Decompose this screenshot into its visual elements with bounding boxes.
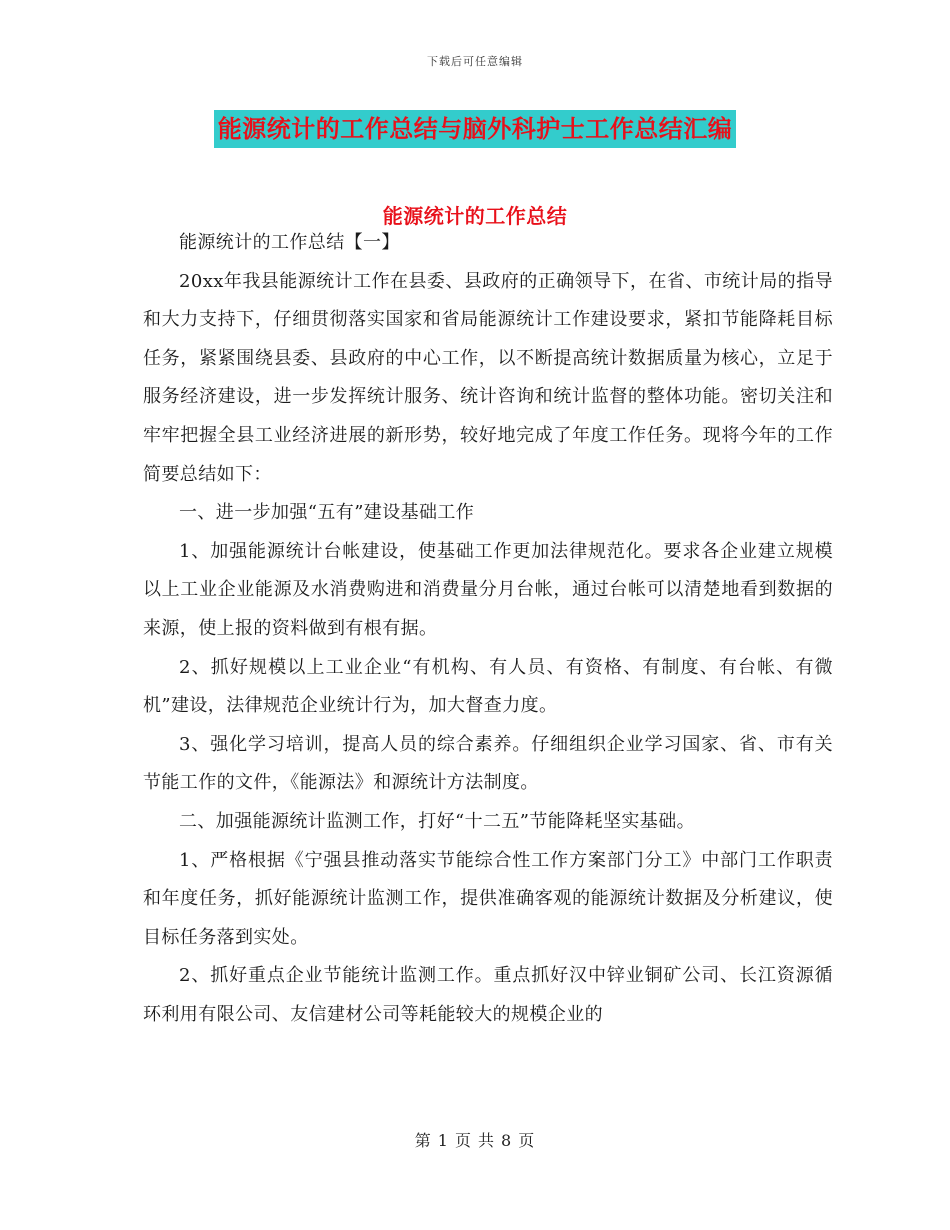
body-text (143, 224, 833, 1034)
paragraph: 2、抓好重点企业节能统计监测工作。重点抓好汉中锌业铜矿公司、长江资源循环利用有限公司、友信建材公司等耗能较大的规模企业的 (143, 965, 833, 1025)
paragraph: 能源统计的工作总结【一】 (179, 232, 400, 253)
paragraph: 二、加强能源统计监测工作，打好“十二五”节能降耗坚实基础。 (179, 810, 696, 832)
header-note: 下载后可任意编辑 (427, 55, 523, 68)
section-title: 能源统计的工作总结 (382, 204, 568, 228)
document-title: 能源统计的工作总结与脑外科护士工作总结汇编 (214, 110, 737, 148)
paragraph: 一、进一步加强“五有”建设基础工作 (179, 502, 475, 524)
paragraph: 1、加强能源统计台帐建设，使基础工作更加法律规范化。要求各企业建立规模以上工业企业能源及水消费购进和消费量分月台帐，通过台帐可以清楚地看到数据的来源，使上报的资料做到有根有据。 (143, 540, 833, 639)
paragraph: 1、严格根据《宁强县推动落实节能综合性工作方案部门分工》中部门工作职责和年度任务，抓好能源统计监测工作，提供准确客观的能源统计数据及分析建议，使目标任务落到实处。 (143, 849, 833, 948)
footer-middle: 页 共 (454, 1131, 496, 1150)
paragraph: 20xx年我县能源统计工作在县委、县政府的正确领导下，在省、市统计局的指导和大力支持下，仔细贯彻落实国家和省局能源统计工作建设要求，紧扣节能降耗目标任务，紧紧围绕县委、县政府的中心工作，以不断提高统计数据质量为核心，立足于服务经济建设，进一步发挥统计服务、统计咨询和统计监督的整体功能。密切关注和牢牢把握全县工业经济进展的新形势，较好地完成了年度工作任务。现将今年的工作简要总结如下： (143, 270, 833, 485)
page-footer (0, 1128, 950, 1151)
paragraph: 2、抓好规模以上工业企业“有机构、有人员、有资格、有制度、有台帐、有微机”建设，法律规范企业统计行为，加大督查力度。 (143, 656, 833, 717)
total-pages-number: 8 (501, 1131, 513, 1150)
paragraph: 3、强化学习培训，提高人员的综合素养。仔细组织企业学习国家、省、市有关节能工作的文件，《能源法》和源统计方法制度。 (143, 733, 833, 794)
current-page-number: 1 (437, 1131, 449, 1150)
footer-suffix: 页 (518, 1131, 536, 1150)
footer-prefix: 第 (414, 1131, 432, 1150)
document-title-wrap (0, 110, 950, 148)
